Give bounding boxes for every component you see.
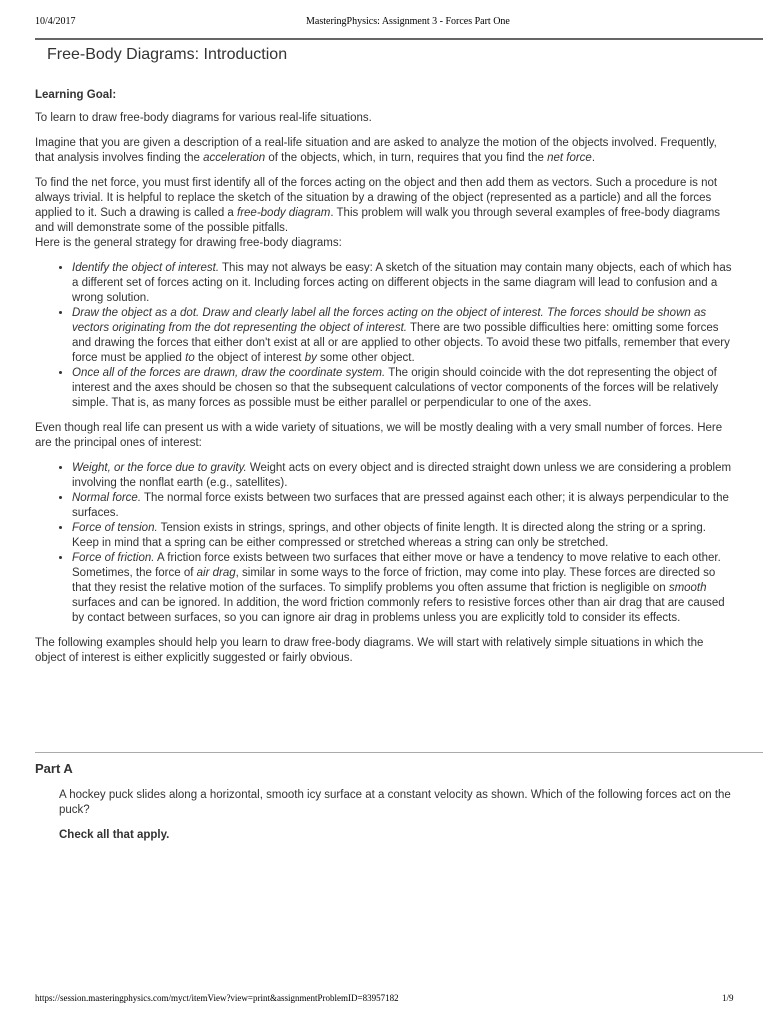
print-header-title: MasteringPhysics: Assignment 3 - Forces Part One	[306, 16, 510, 27]
problem-body	[35, 88, 735, 676]
closing-paragraph: The following examples should help you learn to draw free-body diagrams. We will start with relatively simple situations in which the object of interest is either explicitly suggested or fairly obvious.	[35, 637, 704, 664]
force-item: • Weight, or the force due to gravity. Weight acts on every object and is directed straight down unless we are considering a problem involving the nonflat earth (e.g., satellites).	[72, 461, 735, 491]
forces-list	[35, 461, 735, 626]
strategy-list	[35, 261, 735, 411]
print-date: 10/4/2017	[35, 16, 76, 27]
print-footer	[0, 993, 768, 1007]
part-a-question: A hockey puck slides along a horizontal, smooth icy surface at a constant velocity as shown. Which of the following forces act on the puck?	[59, 789, 731, 816]
learning-goal-heading: Learning Goal:	[35, 89, 117, 101]
intro-paragraph-2: To find the net force, you must first identify all of the forces acting on the object and then add them as vectors. Such a procedure is not always trivial. It is helpful to replace the sketch of the situation by a drawing of the object (represented as a particle) and all the forces applied to it. Such a drawing is called a free-body diagram. This problem will walk you through several examples of free-body diagrams and will demonstrate some of the possible pitfalls.	[35, 177, 721, 234]
header-rule	[35, 38, 763, 40]
force-item: • Force of friction. A friction force exists between two surfaces that either move or have a tendency to move relative to each other. Sometimes, the force of air drag, similar in some ways to the force of friction, may come into play. These forces are directed so that they resist the relative motion of the surfaces. To simplify problems you often assume that friction is negligible on smooth surfaces and can be ignored. In addition, the word friction commonly refers to resistive forces other than air drag that are caused by contact between surfaces, so you can ignore air drag in problems unless you are explicitly told to consider its effects.	[72, 551, 735, 626]
page-title: Free-Body Diagrams: Introduction	[47, 46, 288, 63]
check-all-instruction: Check all that apply.	[59, 829, 170, 841]
intro-paragraph-3: Here is the general strategy for drawing free-body diagrams:	[35, 237, 342, 249]
section-divider	[35, 752, 763, 753]
force-item: • Normal force. The normal force exists between two surfaces that are pressed against each other; it is always perpendicular to the surfaces.	[72, 491, 735, 521]
strategy-item: • Draw the object as a dot. Draw and clearly label all the forces acting on the object of interest. The forces should be shown as vectors originating from the dot representing the object of interest. There are two possible difficulties here: omitting some forces and drawing the forces that either don't exist at all or are applied to other objects. To avoid these two pitfalls, remember that every force must be applied to the object of interest by some other object.	[72, 306, 735, 366]
strategy-item: • Identify the object of interest. This may not always be easy: A sketch of the situation may contain many objects, each of which has a different set of forces acting on it. Including forces acting on different objects in the same diagram will lead to confusion and a wrong solution.	[72, 261, 735, 306]
forces-intro: Even though real life can present us with a wide variety of situations, we will be mostly dealing with a very small number of forces. Here are the principal ones of interest:	[35, 422, 723, 449]
page-number: 1/9	[722, 993, 734, 1003]
learning-goal-text: To learn to draw free-body diagrams for various real-life situations.	[35, 112, 372, 124]
intro-paragraph-1: Imagine that you are given a description of a real-life situation and are asked to analyze the motion of the objects involved. Frequently, that analysis involves finding the acceleration of the objects, which, in turn, requires that you find the net force.	[35, 137, 717, 164]
print-url: https://session.masteringphysics.com/myct/itemView?view=print&assignmentProblemID=83957182	[35, 993, 399, 1003]
strategy-item: • Once all of the forces are drawn, draw the coordinate system. The origin should coincide with the dot representing the object of interest and the axes should be chosen so that the subsequent calculations of vector components of the forces will be relatively simple. That is, as many forces as possible must be either parallel or perpendicular to one of the axes.	[72, 366, 735, 411]
print-header	[0, 16, 768, 32]
part-a-heading: Part A	[35, 761, 73, 776]
force-item: • Force of tension. Tension exists in strings, springs, and other objects of finite length. It is directed along the string or a spring. Keep in mind that a spring can be either compressed or stretched whereas a string can only be stretched.	[72, 521, 735, 551]
